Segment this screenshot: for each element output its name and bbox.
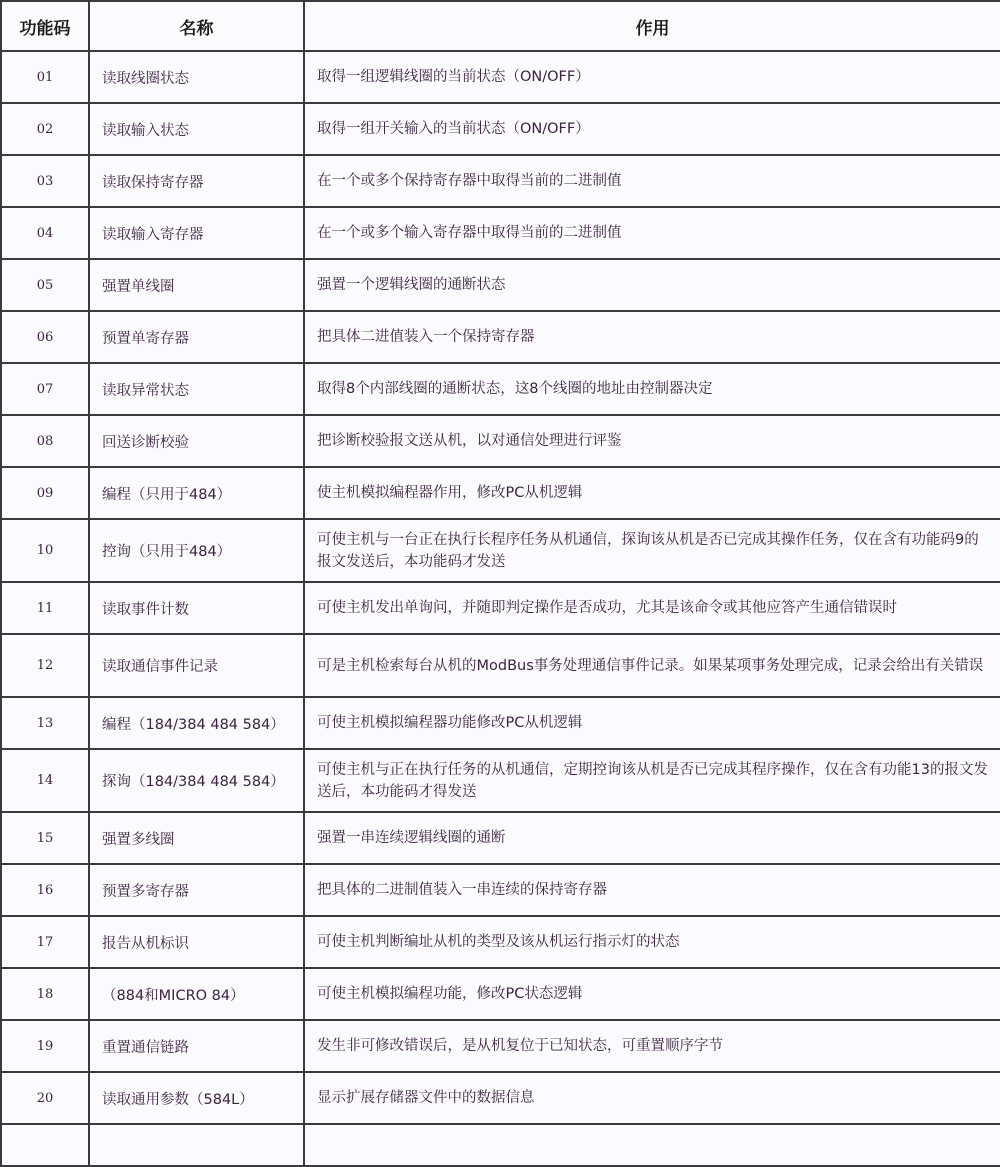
table-row bbox=[1, 155, 1000, 207]
function-description: 在一个或多个保持寄存器中取得当前的二进制值 bbox=[304, 155, 1000, 207]
table-row bbox=[1, 864, 1000, 916]
table-row bbox=[1, 968, 1000, 1020]
function-name: 读取线圈状态 bbox=[89, 51, 304, 103]
function-description: 强置一个逻辑线圈的通断状态 bbox=[304, 259, 1000, 311]
function-name: 报告从机标识 bbox=[89, 916, 304, 968]
table-row bbox=[1, 812, 1000, 864]
function-name: 控询（只用于484） bbox=[89, 519, 304, 582]
table-row bbox=[1, 916, 1000, 968]
function-name: 读取通用参数（584L） bbox=[89, 1072, 304, 1124]
function-description: 可使主机模拟编程功能，修改PC状态逻辑 bbox=[304, 968, 1000, 1020]
function-name: 读取事件计数 bbox=[89, 582, 304, 634]
function-code: 09 bbox=[1, 467, 89, 519]
table-row bbox=[1, 749, 1000, 812]
function-name: 强置单线圈 bbox=[89, 259, 304, 311]
table-row bbox=[1, 697, 1000, 749]
function-code: 07 bbox=[1, 363, 89, 415]
function-description: 发生非可修改错误后，是从机复位于已知状态，可重置顺序字节 bbox=[304, 1020, 1000, 1072]
table-row bbox=[1, 311, 1000, 363]
table-row bbox=[1, 1020, 1000, 1072]
function-code: 12 bbox=[1, 634, 89, 697]
header-name: 名称 bbox=[89, 1, 304, 51]
function-description: 强置一串连续逻辑线圈的通断 bbox=[304, 812, 1000, 864]
empty-cell bbox=[304, 1124, 1000, 1166]
function-code: 19 bbox=[1, 1020, 89, 1072]
function-name: 读取输入状态 bbox=[89, 103, 304, 155]
function-name: 编程（184/384 484 584） bbox=[89, 697, 304, 749]
function-description: 取得一组开关输入的当前状态（ON/OFF） bbox=[304, 103, 1000, 155]
function-code: 06 bbox=[1, 311, 89, 363]
function-name: 读取通信事件记录 bbox=[89, 634, 304, 697]
function-description: 可使主机与一台正在执行长程序任务从机通信，探询该从机是否已完成其操作任务，仅在含有功能码9的报文发送后，本功能码才发送 bbox=[304, 519, 1000, 582]
header-function-code: 功能码 bbox=[1, 1, 89, 51]
function-code: 18 bbox=[1, 968, 89, 1020]
function-code: 16 bbox=[1, 864, 89, 916]
table-row bbox=[1, 1072, 1000, 1124]
function-code: 20 bbox=[1, 1072, 89, 1124]
empty-cell bbox=[1, 1124, 89, 1166]
function-name: 预置单寄存器 bbox=[89, 311, 304, 363]
function-code: 08 bbox=[1, 415, 89, 467]
function-code: 14 bbox=[1, 749, 89, 812]
table-row bbox=[1, 582, 1000, 634]
table-row-partial bbox=[1, 1124, 1000, 1166]
table-row bbox=[1, 363, 1000, 415]
function-description: 把具体的二进制值装入一串连续的保持寄存器 bbox=[304, 864, 1000, 916]
function-description: 可使主机与正在执行任务的从机通信，定期控询该从机是否已完成其程序操作，仅在含有功能13的报文发送后，本功能码才得发送 bbox=[304, 749, 1000, 812]
function-description: 可使主机判断编址从机的类型及该从机运行指示灯的状态 bbox=[304, 916, 1000, 968]
function-description: 可使主机发出单询问，并随即判定操作是否成功，尤其是该命令或其他应答产生通信错误时 bbox=[304, 582, 1000, 634]
function-name: 读取保持寄存器 bbox=[89, 155, 304, 207]
function-code: 02 bbox=[1, 103, 89, 155]
table-row bbox=[1, 103, 1000, 155]
function-description: 显示扩展存储器文件中的数据信息 bbox=[304, 1072, 1000, 1124]
function-description: 使主机模拟编程器作用，修改PC从机逻辑 bbox=[304, 467, 1000, 519]
function-code: 17 bbox=[1, 916, 89, 968]
function-code: 04 bbox=[1, 207, 89, 259]
function-name: 回送诊断校验 bbox=[89, 415, 304, 467]
function-name: 编程（只用于484） bbox=[89, 467, 304, 519]
function-name: （884和MICRO 84） bbox=[89, 968, 304, 1020]
function-code: 10 bbox=[1, 519, 89, 582]
function-description: 取得8个内部线圈的通断状态，这8个线圈的地址由控制器决定 bbox=[304, 363, 1000, 415]
table-row bbox=[1, 259, 1000, 311]
function-description: 可使主机模拟编程器功能修改PC从机逻辑 bbox=[304, 697, 1000, 749]
function-description: 把具体二进值装入一个保持寄存器 bbox=[304, 311, 1000, 363]
function-code: 11 bbox=[1, 582, 89, 634]
function-code: 15 bbox=[1, 812, 89, 864]
function-name: 重置通信链路 bbox=[89, 1020, 304, 1072]
table-row bbox=[1, 415, 1000, 467]
function-code: 01 bbox=[1, 51, 89, 103]
function-description: 把诊断校验报文送从机，以对通信处理进行评鉴 bbox=[304, 415, 1000, 467]
header-purpose: 作用 bbox=[304, 1, 1000, 51]
function-description: 在一个或多个输入寄存器中取得当前的二进制值 bbox=[304, 207, 1000, 259]
table-row bbox=[1, 519, 1000, 582]
empty-cell bbox=[89, 1124, 304, 1166]
function-code: 03 bbox=[1, 155, 89, 207]
table-row bbox=[1, 634, 1000, 697]
table-row bbox=[1, 467, 1000, 519]
function-code: 13 bbox=[1, 697, 89, 749]
function-name: 预置多寄存器 bbox=[89, 864, 304, 916]
table-row bbox=[1, 207, 1000, 259]
function-name: 读取输入寄存器 bbox=[89, 207, 304, 259]
header-row bbox=[1, 1, 1000, 51]
function-description: 取得一组逻辑线圈的当前状态（ON/OFF） bbox=[304, 51, 1000, 103]
function-name: 探询（184/384 484 584） bbox=[89, 749, 304, 812]
function-code: 05 bbox=[1, 259, 89, 311]
function-name: 读取异常状态 bbox=[89, 363, 304, 415]
table-row bbox=[1, 51, 1000, 103]
function-description: 可是主机检索每台从机的ModBus事务处理通信事件记录。如果某项事务处理完成，记录会给出有关错误 bbox=[304, 634, 1000, 697]
function-name: 强置多线圈 bbox=[89, 812, 304, 864]
